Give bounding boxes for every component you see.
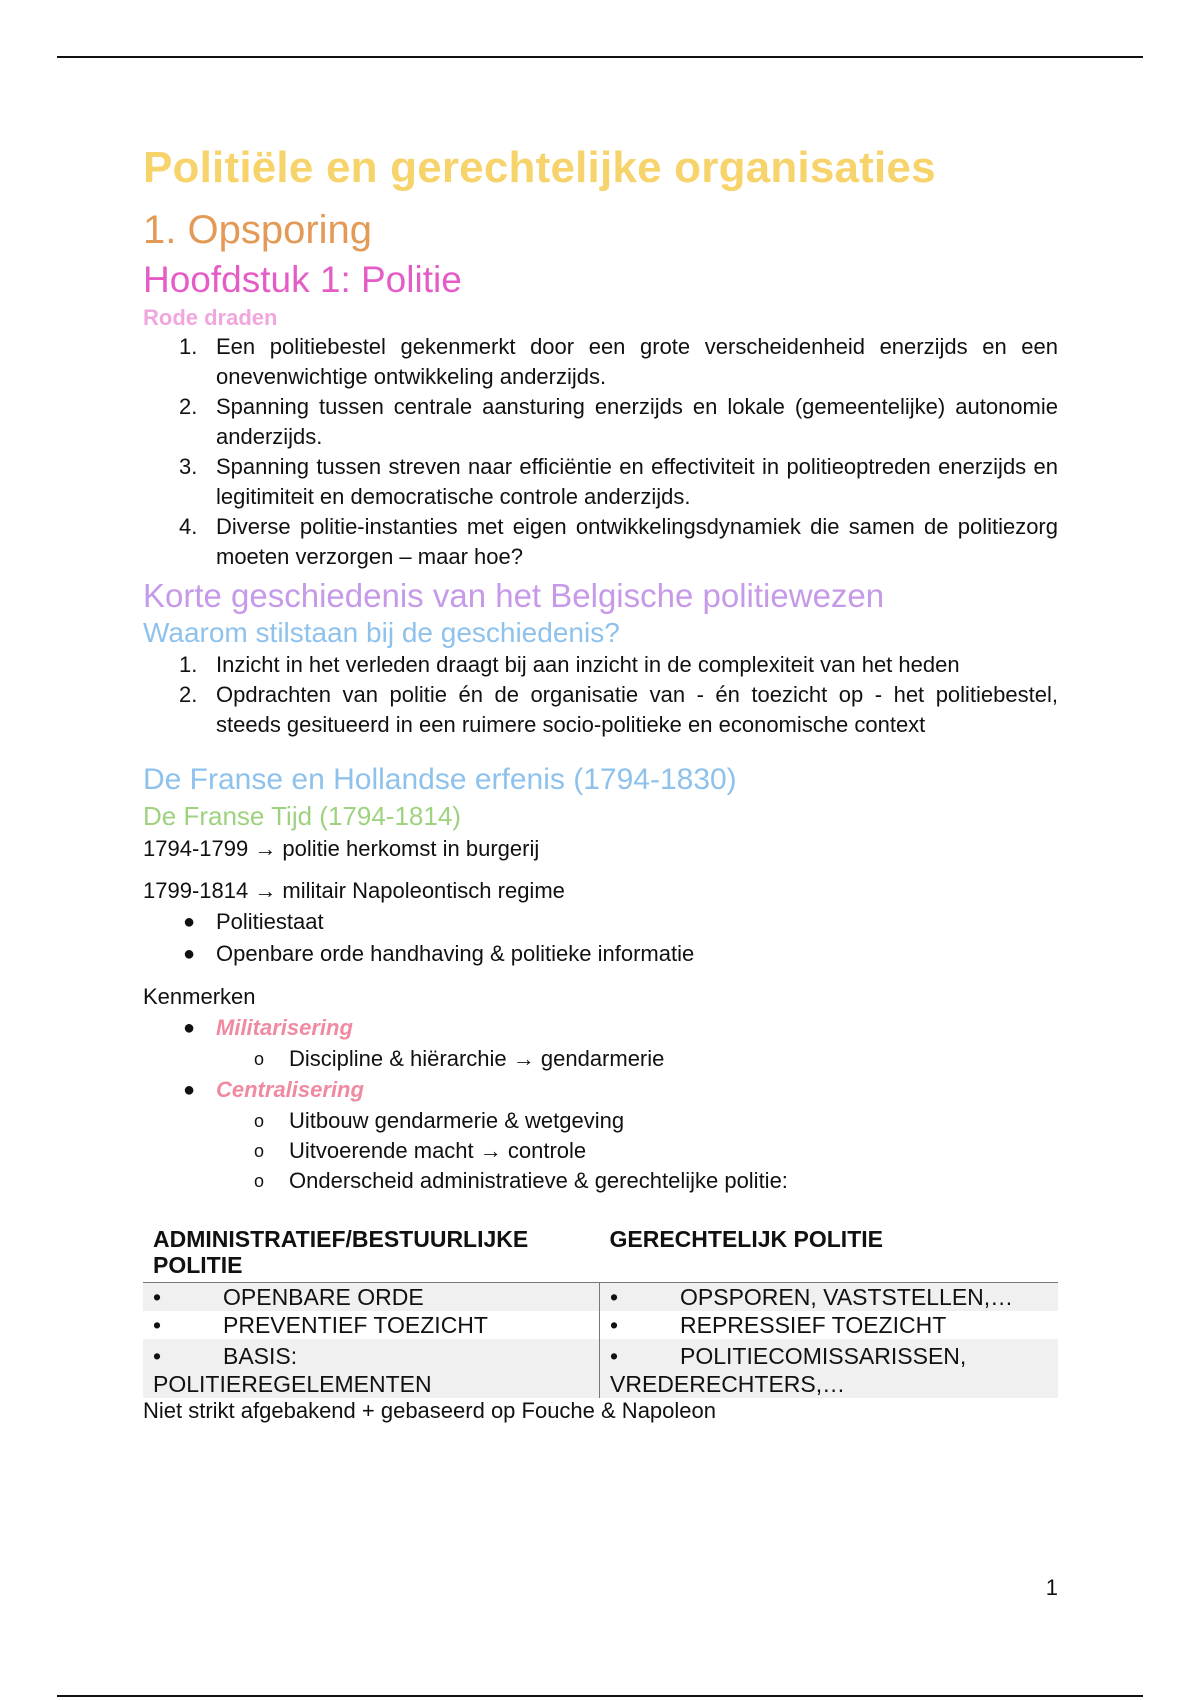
sub-list-item: o Discipline & hiërarchie → gendarmerie: [254, 1046, 665, 1071]
rode-draden-list: [143, 332, 1058, 572]
table-row: POLITIEREGELEMENTEN VREDERECHTERS,…: [143, 1370, 1058, 1398]
french-period-heading: De Franse Tijd (1794-1814): [143, 801, 461, 831]
list-item: 1. Een politiebestel gekenmerkt door een grote verscheidenheid enerzijds en een onevenwichtige ontwikkeling anderzijds.: [179, 334, 1058, 389]
sub-list-item: o Uitvoerende macht → controle: [254, 1138, 587, 1163]
table-header: ADMINISTRATIEF/BESTUURLIJKE POLITIE: [143, 1220, 600, 1283]
list-item: ● Militarisering o Discipline & hiërarchie → gendarmerie: [143, 1012, 1058, 1074]
list-item: ● Openbare orde handhaving & politieke informatie: [183, 941, 695, 966]
list-item: 4. Diverse politie-instanties met eigen ontwikkelingsdynamiek die samen de politiezorg moeten verzorgen – maar hoe?: [179, 514, 1058, 569]
table-note: Niet strikt afgebakend + gebaseerd op Fouche & Napoleon: [143, 1398, 716, 1423]
why-history-heading: Waarom stilstaan bij de geschiedenis?: [143, 617, 620, 648]
police-comparison-table: [143, 1220, 1058, 1398]
sub-list-item: o Uitbouw gendarmerie & wetgeving: [254, 1108, 625, 1133]
kenmerken-list: [143, 1012, 1058, 1196]
kenmerken-label: Kenmerken: [143, 984, 256, 1009]
period-line-2: 1799-1814 → militair Napoleontisch regime: [143, 878, 565, 903]
table-row: • OPENBARE ORDE • OPSPOREN, VASTSTELLEN,…: [143, 1283, 1058, 1312]
list-item: 3. Spanning tussen streven naar efficiëntie en effectiviteit in politieoptreden enerzijds en legitimiteit en democratische controle anderzijds.: [179, 454, 1058, 509]
rode-draden-heading: Rode draden: [143, 305, 278, 330]
table-row: • PREVENTIEF TOEZICHT • REPRESSIEF TOEZICHT: [143, 1311, 1058, 1339]
list-item: 1. Inzicht in het verleden draagt bij aan inzicht in de complexiteit van het heden: [179, 652, 960, 677]
why-history-list: [143, 650, 1058, 740]
table-row: • BASIS: • POLITIECOMISSARISSEN,: [143, 1339, 1058, 1370]
history-heading: Korte geschiedenis van het Belgische politiewezen: [143, 577, 885, 614]
page-number: 1: [1045, 1575, 1058, 1600]
list-item: 2. Opdrachten van politie én de organisatie van - én toezicht op - het politiebestel, steeds gesitueerd in een ruimere socio-politieke en economische context: [179, 682, 1058, 737]
list-item: ● Centralisering o Uitbouw gendarmerie & wetgeving o Uitvoerende macht → controle o Onderscheid administratieve & gerechtelijke politie:: [143, 1074, 1058, 1196]
chapter-heading: Hoofdstuk 1: Politie: [143, 259, 462, 300]
bottom-rule: [57, 1695, 1143, 1697]
period-line-1: 1794-1799 → politie herkomst in burgerij: [143, 836, 540, 861]
list-item: ● Politiestaat: [183, 909, 324, 934]
table-header: GERECHTELIJK POLITIE: [600, 1220, 1059, 1283]
document-title: Politiële en gerechtelijke organisaties: [143, 143, 936, 192]
list-item: 2. Spanning tussen centrale aansturing enerzijds en lokale (gemeentelijke) autonomie anderzijds.: [179, 394, 1058, 449]
heritage-heading: De Franse en Hollandse erfenis (1794-1830): [143, 763, 737, 796]
regime-bullets: [143, 906, 1058, 970]
top-rule: [57, 56, 1143, 58]
page-content: [143, 140, 1058, 1424]
section-heading: 1. Opsporing: [143, 208, 373, 252]
sub-list-item: o Onderscheid administratieve & gerechtelijke politie:: [254, 1168, 788, 1193]
